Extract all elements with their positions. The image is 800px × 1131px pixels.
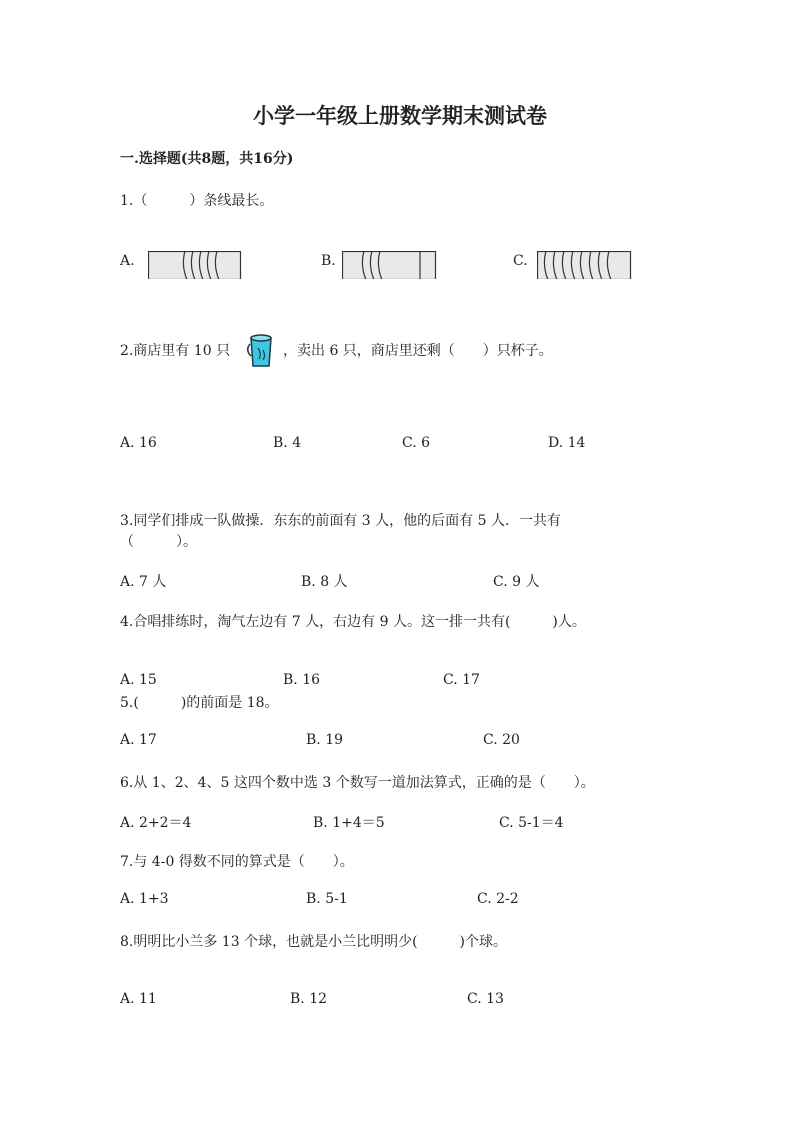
q2-option-d: D. 14 <box>548 435 586 451</box>
q8-option-c: C. 13 <box>467 991 504 1007</box>
question-8-text: 8.明明比小兰多 13 个球，也就是小兰比明明少( )个球。 <box>120 934 507 950</box>
q6-option-c: C. 5-1＝4 <box>499 815 564 831</box>
question-3-text-line2: （ ）。 <box>120 534 197 550</box>
question-7-text: 7.与 4-0 得数不同的算式是（ ）。 <box>120 854 354 870</box>
q4-option-b: B. 16 <box>283 672 321 688</box>
q6-option-b: B. 1+4＝5 <box>313 815 385 831</box>
q5-option-b: B. 19 <box>306 732 344 748</box>
q2-option-c: C. 6 <box>402 435 431 451</box>
q7-option-a: A. 1+3 <box>120 891 169 907</box>
q5-option-a: A. 17 <box>120 732 157 748</box>
question-4-text: 4.合唱排练时，淘气左边有 7 人，右边有 9 人。这一排一共有( )人。 <box>120 614 586 630</box>
q6-option-a: A. 2+2＝4 <box>120 815 192 831</box>
q2-option-a: A. 16 <box>120 435 157 451</box>
q7-option-c: C. 2-2 <box>477 891 519 907</box>
section-heading: 一.选择题(共8题，共16分) <box>120 151 294 167</box>
q1-option-c-label: C. <box>513 253 528 269</box>
question-3-text-line1: 3.同学们排成一队做操．东东的前面有 3 人，他的后面有 5 人．一共有 <box>120 513 561 529</box>
q1-option-a-coil-figure <box>148 251 242 279</box>
page-title: 小学一年级上册数学期末测试卷 <box>253 103 547 128</box>
question-5-text: 5.( )的前面是 18。 <box>120 695 279 711</box>
q7-option-b: B. 5-1 <box>306 891 348 907</box>
q1-option-b-label: B. <box>321 253 336 269</box>
question-1-text: 1.（ ）条线最长。 <box>120 193 274 209</box>
q1-option-a-label: A. <box>120 253 135 269</box>
q8-option-a: A. 11 <box>120 991 157 1007</box>
question-2-text-start: 2.商店里有 10 只 <box>120 343 231 359</box>
q1-option-c-coil-figure <box>537 251 632 279</box>
question-2-text-end: ，卖出 6 只，商店里还剩（ ）只杯子。 <box>283 343 553 359</box>
q4-option-c: C. 17 <box>443 672 480 688</box>
cup-icon <box>245 332 277 368</box>
question-6-text: 6.从 1、2、4、5 这四个数中选 3 个数写一道加法算式，正确的是（ ）。 <box>120 775 595 791</box>
q3-option-a: A. 7 人 <box>120 574 167 590</box>
q8-option-b: B. 12 <box>290 991 328 1007</box>
q3-option-c: C. 9 人 <box>493 574 540 590</box>
q5-option-c: C. 20 <box>483 732 520 748</box>
q1-option-b-coil-figure <box>342 251 438 279</box>
q3-option-b: B. 8 人 <box>301 574 348 590</box>
q2-option-b: B. 4 <box>273 435 302 451</box>
q4-option-a: A. 15 <box>120 672 157 688</box>
